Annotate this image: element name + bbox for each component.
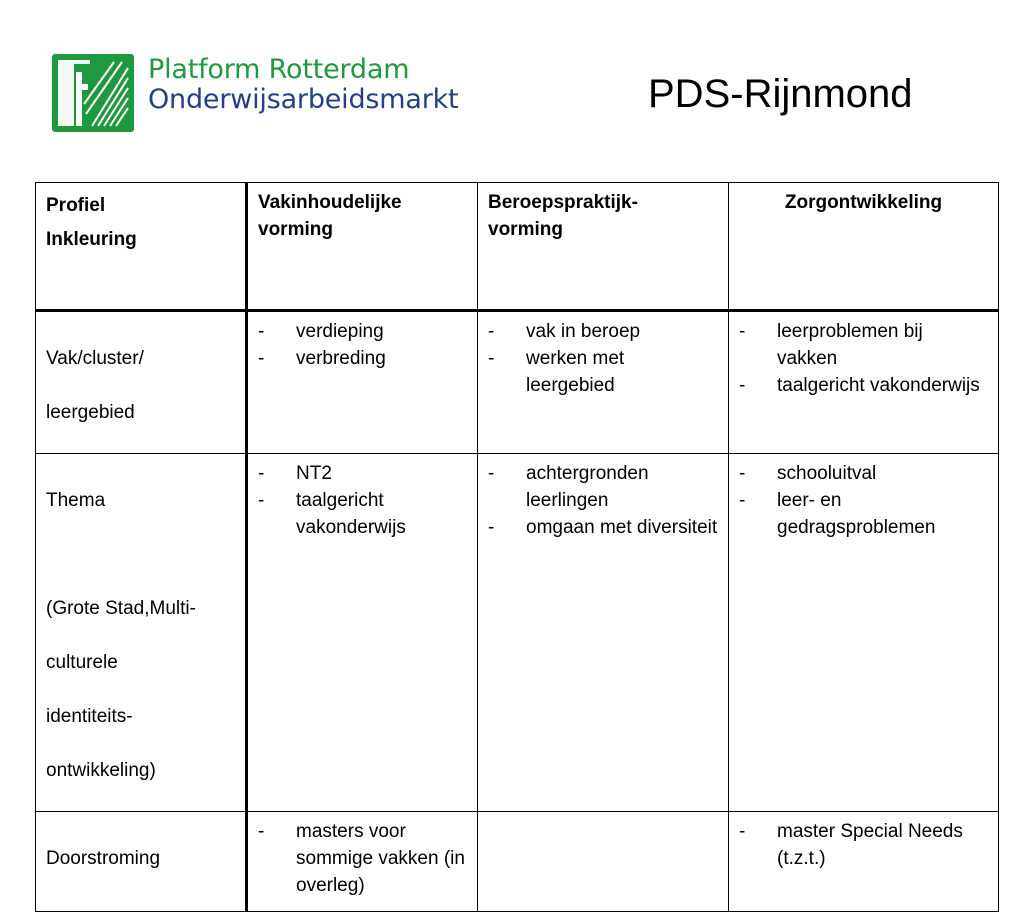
list-item: - schooluitval	[739, 460, 988, 487]
list-item: - taalgericht vakonderwijs	[258, 487, 467, 541]
table-row	[36, 311, 999, 454]
logo-text-line1: Platform Rotterdam	[148, 54, 410, 85]
list-item: - leer- en gedragsproblemen	[739, 487, 988, 541]
header-cell-vakinhoudelijke	[247, 183, 478, 311]
logo	[52, 52, 492, 134]
row-label-line: ontwikkeling)	[46, 760, 156, 781]
row-label-line: Doorstroming	[46, 848, 161, 869]
row-label-doorstroming	[36, 812, 247, 912]
list-item: - achtergronden leerlingen	[488, 460, 718, 514]
bullet-list	[258, 318, 467, 372]
row-label-line: identiteits-	[46, 706, 133, 727]
list-item: - leerproblemen bij vakken	[739, 318, 988, 372]
row-label-line: (Grote Stad,Multi-	[46, 598, 196, 619]
row-label-line: Vak/cluster/	[46, 348, 144, 369]
bullet-list	[258, 818, 467, 899]
row-label-line: leergebied	[46, 402, 135, 423]
bullet-list	[739, 460, 988, 541]
bullet-list	[739, 318, 988, 399]
list-item: - masters voor sommige vakken (in overleg)	[258, 818, 467, 899]
table-cell	[247, 454, 478, 812]
table-header-row	[36, 183, 999, 311]
row-label-spacer	[46, 541, 235, 568]
row-label-vak-cluster	[36, 311, 247, 454]
table-cell	[729, 311, 999, 454]
list-item: - vak in beroep	[488, 318, 718, 345]
content-table	[35, 182, 999, 912]
table-cell	[478, 454, 729, 812]
bullet-list	[258, 460, 467, 541]
header-cell-zorgontwikkeling	[729, 183, 999, 311]
list-item: - werken met leergebied	[488, 345, 718, 399]
row-label-thema	[36, 454, 247, 812]
page-title: PDS-Rijnmond	[648, 72, 913, 116]
logo-text-line2: Onderwijsarbeidsmarkt	[148, 84, 459, 115]
header-line: vorming	[488, 219, 563, 240]
list-item: - verbreding	[258, 345, 467, 372]
header-cell-beroepspraktijk	[478, 183, 729, 311]
table-cell	[247, 812, 478, 912]
table-cell	[729, 454, 999, 812]
bullet-list	[488, 318, 718, 399]
list-item: - master Special Needs (t.z.t.)	[739, 818, 988, 872]
header-line: Profiel	[46, 195, 106, 216]
platform-rotterdam-logo-icon	[52, 54, 134, 132]
row-label-line: culturele	[46, 652, 118, 673]
header-line: Beroepspraktijk-	[488, 192, 638, 213]
header-cell-profiel	[36, 183, 247, 311]
list-item: - NT2	[258, 460, 467, 487]
list-item: - taalgericht vakonderwijs	[739, 372, 988, 399]
header-line: Zorgontwikkeling	[784, 192, 943, 213]
table-cell	[247, 311, 478, 454]
table-cell	[729, 812, 999, 912]
table-cell-empty	[478, 812, 729, 912]
list-item: - verdieping	[258, 318, 467, 345]
bullet-list	[739, 818, 988, 872]
list-item: - omgaan met diversiteit	[488, 514, 718, 541]
table-cell	[478, 311, 729, 454]
row-label-line: Thema	[46, 490, 106, 511]
table-row	[36, 812, 999, 912]
header-line: Vakinhoudelijke	[258, 192, 402, 213]
header-line: Inkleuring	[46, 229, 137, 250]
table-row	[36, 454, 999, 812]
bullet-list	[488, 460, 718, 541]
header-line: vorming	[258, 219, 333, 240]
